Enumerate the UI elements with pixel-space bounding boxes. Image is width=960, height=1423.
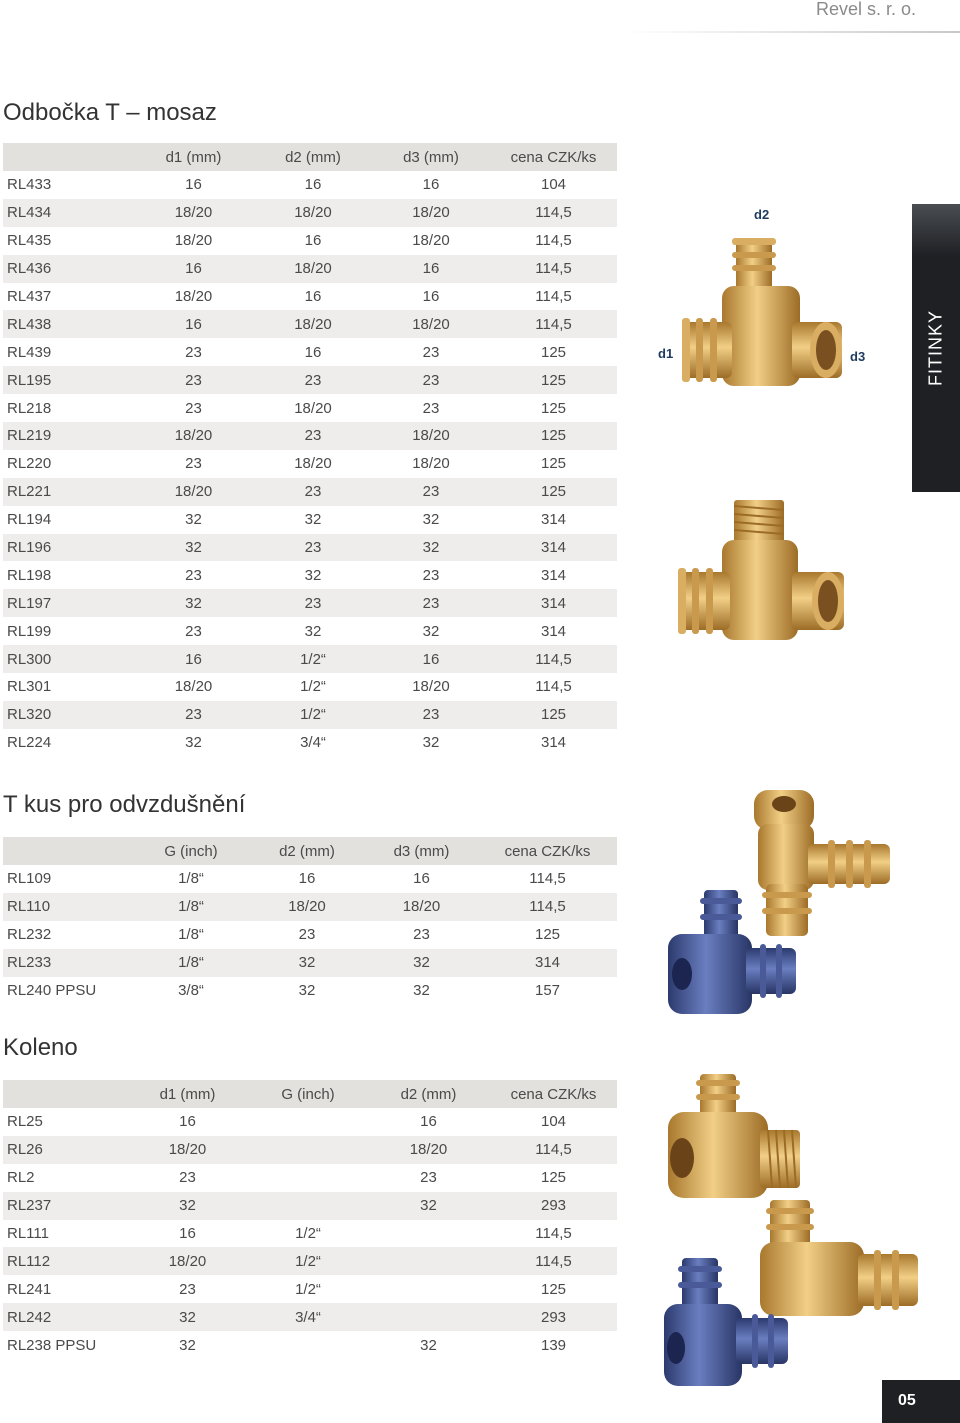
table-cell: 32 — [179, 1336, 196, 1354]
table-cell: 23 — [254, 478, 372, 506]
table-cell: 23 — [185, 399, 202, 417]
table-cell: 16 — [179, 1225, 196, 1242]
table-row — [3, 199, 617, 227]
table-row — [3, 255, 617, 283]
column-header — [3, 1080, 126, 1108]
product-code: RL197 — [3, 589, 133, 617]
table-cell: 23 — [254, 534, 372, 562]
table-cell — [249, 1164, 367, 1192]
table-cell: 1/2“ — [300, 678, 326, 696]
table-cell: 23 — [185, 343, 202, 361]
table-cell — [249, 1136, 367, 1164]
product-code: RL241 — [7, 1280, 52, 1298]
ppsu-elbow-image — [660, 1256, 792, 1390]
table-cell: 139 — [540, 1336, 567, 1354]
table-cell: 16 — [133, 255, 254, 283]
table-cell: 114,5 — [535, 288, 572, 305]
product-code: RL238 PPSU — [7, 1336, 97, 1354]
table-cell: 16 — [422, 176, 440, 194]
table-cell: 125 — [540, 343, 567, 361]
table-row — [3, 1303, 617, 1331]
table-cell: 23 — [298, 926, 316, 944]
table-cell: 32 — [365, 949, 478, 977]
table-row — [3, 893, 617, 921]
table-cell: 18/20 — [174, 678, 213, 696]
table-row — [3, 506, 617, 534]
table-cell: 293 — [490, 1192, 617, 1220]
table-cell: 16 — [185, 176, 202, 194]
table-row — [3, 283, 617, 311]
section-title-t-kus: T kus pro odvzdušnění — [3, 791, 246, 818]
table-cell: 314 — [490, 589, 617, 617]
table-cell: 16 — [133, 645, 254, 673]
product-code: RL109 — [7, 870, 52, 888]
table-row — [3, 1192, 617, 1220]
product-code: RL240 PPSU — [7, 982, 97, 999]
table-row — [3, 1108, 617, 1136]
table-row — [3, 310, 617, 338]
column-header: G (inch) — [133, 837, 249, 865]
section-title-odbocka: Odbočka T – mosaz — [3, 99, 217, 126]
category-side-tab — [912, 204, 960, 492]
table-cell: 114,5 — [490, 310, 617, 338]
table-cell: 1/8“ — [178, 870, 204, 888]
table-cell: 125 — [540, 455, 567, 473]
table-cell: 314 — [540, 566, 567, 584]
table-cell: 18/20 — [174, 288, 213, 305]
table-cell — [249, 1192, 367, 1220]
table-cell: 114,5 — [529, 870, 566, 888]
product-code: RL112 — [3, 1247, 126, 1275]
product-code: RL25 — [7, 1113, 43, 1131]
product-code: RL439 — [7, 343, 52, 361]
table-cell: 125 — [490, 701, 617, 729]
table-cell: 1/2“ — [295, 1225, 321, 1242]
column-header: G (inch) — [249, 1080, 367, 1108]
table-row — [3, 1331, 617, 1359]
table-cell: 104 — [540, 176, 567, 194]
table-cell: 1/8“ — [133, 949, 249, 977]
table-cell: 23 — [185, 622, 202, 640]
table-cell: 32 — [126, 1192, 249, 1220]
table-cell: 18/20 — [126, 1136, 249, 1164]
table-cell: 157 — [534, 982, 561, 999]
product-code: RL434 — [3, 199, 133, 227]
table-cell: 32 — [422, 734, 440, 752]
dimension-label-d2: d2 — [754, 207, 770, 222]
table-row — [3, 1247, 617, 1275]
table-cell: 32 — [185, 511, 202, 529]
table-cell — [367, 1220, 490, 1248]
product-code: RL438 — [3, 310, 133, 338]
table-cell: 114,5 — [490, 1247, 617, 1275]
table-header-row — [3, 143, 617, 171]
table-cell: 23 — [422, 566, 440, 584]
table-row — [3, 949, 617, 977]
table-cell: 23 — [413, 926, 430, 944]
table-cell: 23 — [254, 589, 372, 617]
table-row — [3, 617, 617, 645]
table-cell: 114,5 — [490, 1136, 617, 1164]
table-row — [3, 478, 617, 506]
table-cell: 32 — [304, 566, 322, 584]
table-cell: 23 — [254, 422, 372, 450]
product-code: RL300 — [3, 645, 133, 673]
product-code: RL198 — [7, 566, 52, 584]
table-cell: 18/20 — [133, 478, 254, 506]
table-row — [3, 673, 617, 701]
table-cell: 114,5 — [490, 199, 617, 227]
product-code: RL242 — [3, 1303, 126, 1331]
table-cell: 18/20 — [254, 255, 372, 283]
table-cell — [249, 1331, 367, 1359]
column-header: d2 (mm) — [367, 1080, 490, 1108]
product-code: RL435 — [7, 232, 52, 250]
table-cell: 23 — [133, 366, 254, 394]
table-cell: 18/20 — [294, 399, 332, 417]
table-cell: 125 — [534, 926, 561, 944]
table-cell: 18/20 — [372, 199, 490, 227]
table-cell: 293 — [490, 1303, 617, 1331]
table-cell: 23 — [372, 366, 490, 394]
column-header: cena CZK/ks — [490, 143, 617, 171]
table-cell: 18/20 — [365, 893, 478, 921]
table-cell: 23 — [254, 366, 372, 394]
table-cell: 18/20 — [294, 455, 332, 473]
table-cell: 114,5 — [535, 678, 572, 696]
table-cell: 32 — [367, 1192, 490, 1220]
dimension-label-d1: d1 — [658, 346, 674, 361]
product-code: RL436 — [3, 255, 133, 283]
table-t-kus — [3, 837, 617, 1004]
table-cell: 32 — [133, 589, 254, 617]
column-header: d3 (mm) — [372, 143, 490, 171]
table-cell: 125 — [540, 1169, 567, 1187]
table-cell: 114,5 — [478, 893, 617, 921]
table-cell: 32 — [413, 982, 430, 999]
table-row — [3, 1275, 617, 1303]
table-cell: 114,5 — [490, 255, 617, 283]
table-row — [3, 1136, 617, 1164]
table-cell: 18/20 — [133, 199, 254, 227]
table-cell: 114,5 — [490, 645, 617, 673]
table-row — [3, 534, 617, 562]
table-cell: 1/2“ — [249, 1247, 367, 1275]
table-cell: 23 — [420, 1169, 437, 1187]
product-code: RL218 — [7, 399, 52, 417]
product-code: RL221 — [3, 478, 133, 506]
table-cell: 114,5 — [535, 1225, 572, 1242]
table-row — [3, 394, 617, 422]
table-cell: 23 — [372, 589, 490, 617]
product-code: RL199 — [7, 622, 52, 640]
table-cell: 125 — [490, 366, 617, 394]
table-cell: 18/20 — [412, 678, 450, 696]
table-cell: 1/8“ — [178, 926, 204, 944]
ppsu-vent-tee-image — [660, 886, 800, 1020]
table-cell: 18/20 — [412, 455, 450, 473]
column-header: d1 (mm) — [126, 1080, 249, 1108]
product-code: RL433 — [7, 176, 52, 194]
table-cell: 18/20 — [254, 199, 372, 227]
table-row — [3, 450, 617, 478]
table-cell: 16 — [304, 232, 322, 250]
table-row — [3, 338, 617, 366]
product-code: RL237 — [3, 1192, 126, 1220]
table-cell: 18/20 — [372, 422, 490, 450]
table-cell: 18/20 — [133, 422, 254, 450]
column-header: cena CZK/ks — [490, 1080, 617, 1108]
company-name: Revel s. r. o. — [815, 0, 916, 19]
brass-tee-fitting-image — [676, 232, 848, 397]
table-cell: 16 — [304, 288, 322, 305]
table-cell: 23 — [372, 701, 490, 729]
column-header — [3, 837, 133, 865]
table-cell: 314 — [540, 511, 567, 529]
table-cell — [367, 1275, 490, 1303]
table-cell: 18/20 — [126, 1247, 249, 1275]
table-odbocka-t — [3, 143, 617, 757]
table-row — [3, 921, 617, 949]
table-cell: 104 — [540, 1113, 567, 1131]
table-cell: 32 — [422, 511, 440, 529]
table-cell: 1/2“ — [254, 645, 372, 673]
table-cell — [249, 1108, 367, 1136]
table-cell — [367, 1303, 490, 1331]
table-row — [3, 865, 617, 893]
table-cell — [367, 1247, 490, 1275]
table-row — [3, 1164, 617, 1192]
table-cell: 32 — [372, 534, 490, 562]
column-header: cena CZK/ks — [478, 837, 617, 865]
table-row — [3, 366, 617, 394]
table-cell: 16 — [420, 1113, 437, 1131]
product-code: RL26 — [3, 1136, 126, 1164]
table-header-row — [3, 1080, 617, 1108]
brass-elbow-threaded-image — [664, 1072, 804, 1202]
dimension-label-d3: d3 — [850, 349, 866, 364]
table-row — [3, 1220, 617, 1248]
table-cell: 32 — [420, 1336, 437, 1354]
product-code: RL233 — [3, 949, 133, 977]
table-cell: 114,5 — [535, 232, 572, 250]
table-cell: 32 — [304, 622, 322, 640]
table-cell: 18/20 — [367, 1136, 490, 1164]
column-header: d1 (mm) — [133, 143, 254, 171]
table-cell: 1/2“ — [295, 1280, 321, 1298]
table-cell: 18/20 — [249, 893, 365, 921]
table-koleno — [3, 1080, 617, 1359]
table-cell: 23 — [179, 1169, 196, 1187]
table-cell: 125 — [490, 422, 617, 450]
table-cell: 16 — [422, 288, 440, 305]
table-cell: 16 — [133, 310, 254, 338]
table-header-row — [3, 837, 617, 865]
table-cell: 32 — [185, 734, 202, 752]
page-number-box — [882, 1380, 960, 1423]
section-title-koleno: Koleno — [3, 1034, 78, 1061]
table-cell: 314 — [540, 622, 567, 640]
product-code: RL194 — [7, 511, 52, 529]
product-code: RL224 — [7, 734, 52, 752]
product-code: RL301 — [7, 678, 52, 696]
product-code: RL219 — [3, 422, 133, 450]
table-cell: 23 — [422, 343, 440, 361]
category-label: FITINKY — [925, 309, 946, 387]
table-cell: 16 — [413, 870, 430, 888]
table-cell: 18/20 — [372, 310, 490, 338]
table-cell: 32 — [249, 949, 365, 977]
table-cell: 32 — [298, 982, 316, 999]
column-header: d2 (mm) — [249, 837, 365, 865]
table-cell: 314 — [478, 949, 617, 977]
table-row — [3, 561, 617, 589]
table-cell: 125 — [540, 1280, 567, 1298]
brass-tee-threaded-image — [674, 496, 850, 646]
table-cell: 23 — [185, 566, 202, 584]
product-code: RL320 — [3, 701, 133, 729]
product-code: RL232 — [7, 926, 52, 944]
table-cell: 32 — [422, 622, 440, 640]
table-cell: 18/20 — [254, 310, 372, 338]
table-row — [3, 171, 617, 199]
table-row — [3, 977, 617, 1005]
header-divider — [624, 31, 960, 33]
table-cell: 125 — [490, 478, 617, 506]
column-header: d2 (mm) — [254, 143, 372, 171]
table-row — [3, 227, 617, 255]
table-row — [3, 729, 617, 757]
table-cell: 23 — [422, 399, 440, 417]
product-code: RL110 — [3, 893, 133, 921]
table-cell: 23 — [372, 478, 490, 506]
table-cell: 16 — [304, 176, 322, 194]
table-cell: 3/4“ — [249, 1303, 367, 1331]
table-cell: 18/20 — [174, 232, 213, 250]
page-number: 05 — [898, 1392, 916, 1409]
product-code: RL2 — [7, 1169, 35, 1187]
table-row — [3, 589, 617, 617]
table-cell: 16 — [298, 870, 316, 888]
table-cell: 23 — [133, 701, 254, 729]
table-cell: 32 — [133, 534, 254, 562]
table-row — [3, 645, 617, 673]
table-cell: 23 — [185, 455, 202, 473]
table-cell: 32 — [126, 1303, 249, 1331]
table-cell: 16 — [372, 645, 490, 673]
product-code: RL195 — [3, 366, 133, 394]
table-cell: 314 — [540, 734, 567, 752]
table-row — [3, 422, 617, 450]
table-cell: 3/8“ — [178, 982, 204, 999]
table-cell: 16 — [372, 255, 490, 283]
table-cell: 32 — [304, 511, 322, 529]
product-code: RL220 — [7, 455, 52, 473]
column-header: d3 (mm) — [365, 837, 478, 865]
product-code: RL196 — [3, 534, 133, 562]
table-cell: 23 — [179, 1280, 196, 1298]
table-cell: 16 — [179, 1113, 196, 1131]
table-cell: 1/8“ — [133, 893, 249, 921]
table-cell: 18/20 — [412, 232, 450, 250]
table-cell: 3/4“ — [300, 734, 326, 752]
table-cell: 314 — [490, 534, 617, 562]
product-code: RL437 — [7, 288, 52, 305]
table-cell: 16 — [304, 343, 322, 361]
column-header — [3, 143, 133, 171]
table-row — [3, 701, 617, 729]
table-cell: 125 — [540, 399, 567, 417]
table-cell: 1/2“ — [254, 701, 372, 729]
product-code: RL111 — [7, 1225, 49, 1242]
